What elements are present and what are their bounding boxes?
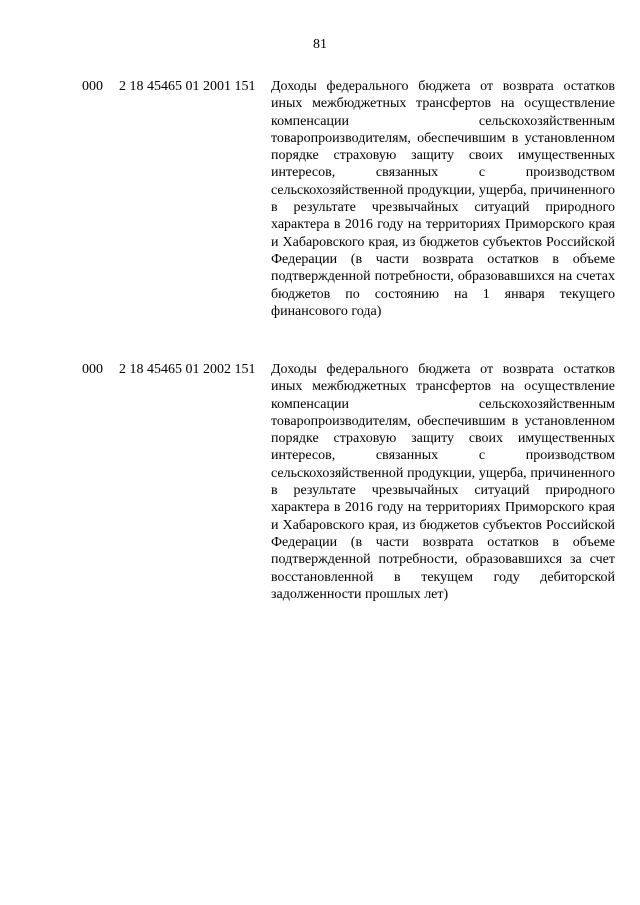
budget-classification-code: 2 18 45465 01 2002 151 <box>119 362 256 377</box>
admin-code: 000 <box>82 79 103 94</box>
admin-code: 000 <box>82 362 103 377</box>
budget-classification-code: 2 18 45465 01 2001 151 <box>119 79 256 94</box>
revenue-description: Доходы федерального бюджета от возврата остатков иных межбюджетных трансфертов на осуществление компенсации сельскохозяйственным товаропроизводителям, обеспечившим в установленном порядке страховую защиту своих имущественных интересов, связанных с производством сельскохозяйственной продукции, ущерба, причиненного в результате чрезвычайных ситуаций природного характера в 2016 году на территориях Приморского края и Хабаровского края, из бюджетов субъектов Российской Федерации (в части возврата остатков в объеме подтвержденной потребности, образовавшихся на счетах бюджетов по состоянию на 1 января текущего финансового года) <box>271 79 615 319</box>
page-number: 81 <box>313 37 327 52</box>
revenue-description: Доходы федерального бюджета от возврата остатков иных межбюджетных трансфертов на осуществление компенсации сельскохозяйственным товаропроизводителям, обеспечившим в установленном порядке страховую защиту своих имущественных интересов, связанных с производством сельскохозяйственной продукции, ущерба, причиненного в результате чрезвычайных ситуаций природного характера в 2016 году на территориях Приморского края и Хабаровского края, из бюджетов субъектов Российской Федерации (в части возврата остатков в объеме подтвержденной потребности, образовавшихся за счет восстановленной в текущем году дебиторской задолженности прошлых лет) <box>271 362 615 602</box>
